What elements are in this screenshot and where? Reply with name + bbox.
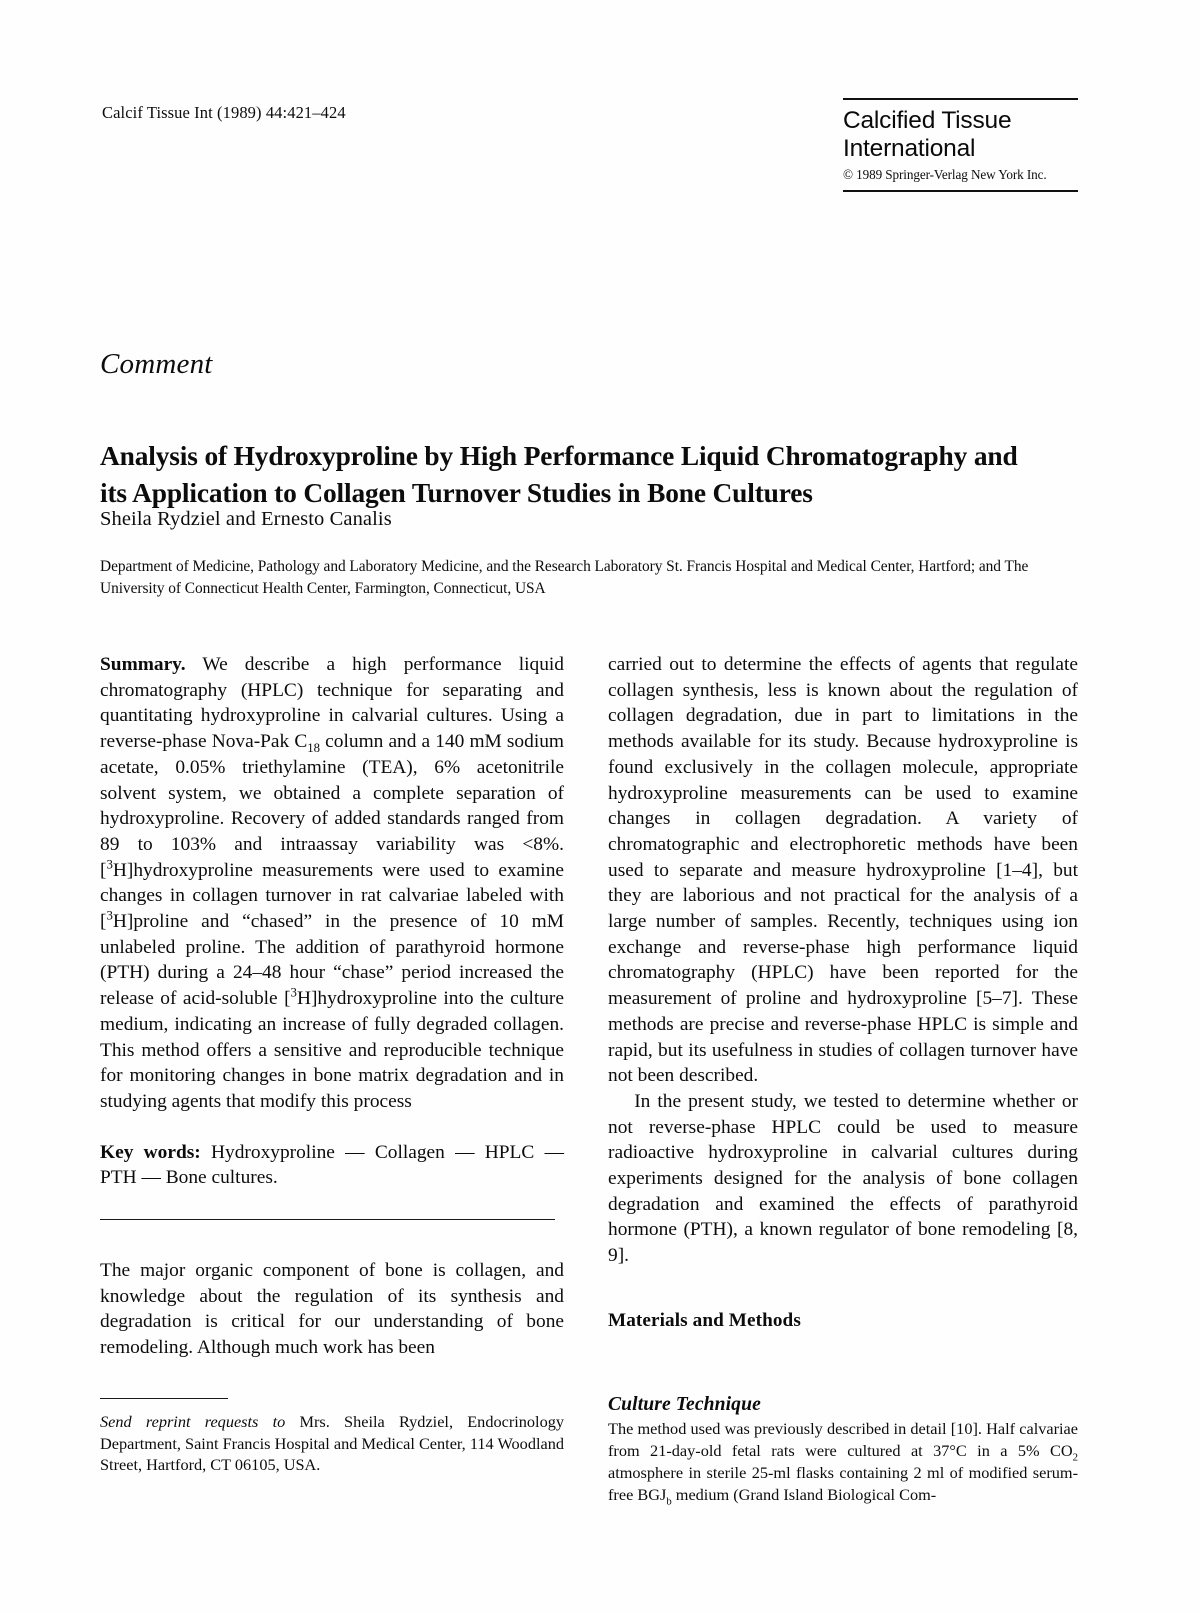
footnote-rule: [100, 1398, 228, 1399]
journal-title-line2: International: [843, 134, 976, 162]
section-kicker: Comment: [100, 348, 213, 380]
intro-right-paragraph-1: carried out to determine the effects of agents that regulate collagen synthesis, less is known about the regulation of collagen degradation, due in part to limitations in the methods available for its study. Because hydroxyproline is found exclusively in the collagen molecule, appropriate hydroxyproline measurements can be used to examine changes in collagen degradation. A variety of chromatographic and electrophoretic methods have been used to separate and measure hydroxyproline [1–4], but they are laborious and not practical for the analysis of a large number of samples. Recently, techniques using ion exchange and reverse-phase high performance liquid chromatography (HPLC) have been reported for the measurement of proline and hydroxyproline [5–7]. These methods are precise and reverse-phase HPLC is simple and rapid, but its usefulness in studies of collagen turnover have not been described.: [608, 654, 1078, 1087]
keywords-text: Hydroxyproline — Collagen — HPLC — PTH — Bone cultures.: [100, 1141, 564, 1189]
abstract-sub-18: 18: [307, 740, 321, 755]
abstract-text-2: column and a 140 mM sodium acetate, 0.05% triethylamine (TEA), 6% acetonitrile solvent system, we obtained a complete separation of hydroxyproline. Recovery of added standards ranged from 89 to 103% and intraassay variability was <8%. [: [100, 731, 564, 881]
keywords-label: Key words:: [100, 1141, 201, 1163]
methods-text-1: The method used was previously described in detail [10]. Half calvariae from 21-day-old fetal rats were cultured at 37°C in a 5% CO: [608, 1419, 1078, 1461]
abstract-sup-3c: 3: [290, 985, 297, 1000]
column-right: [608, 652, 1078, 1269]
abstract-separator-rule: [100, 1219, 555, 1220]
heading-materials-and-methods: Materials and Methods: [608, 1309, 801, 1331]
running-head: Calcif Tissue Int (1989) 44:421–424: [102, 103, 346, 122]
abstract-sup-3a: 3: [106, 857, 113, 872]
abstract-paragraph: [100, 652, 564, 1115]
abstract-text-4: H]proline and “chased” in the presence of 10 mM unlabeled proline. The addition of parathyroid hormone (PTH) during a 24–48 hour “chase” period increased the release of acid-soluble [: [100, 911, 564, 1010]
methods-sub-2: 2: [1072, 1451, 1078, 1464]
methods-text-3: medium (Grand Island Biological Com-: [671, 1485, 937, 1505]
footnote-text: Mrs. Sheila Rydziel, Endocrinology Department, Saint Francis Hospital and Medical Center, 114 Woodland Street, Hartford, CT 06105, USA.: [100, 1412, 565, 1475]
footnote-italic-lead: Send reprint requests to: [100, 1412, 286, 1431]
abstract-text-5: H]hydroxyproline into the culture medium, indicating an increase of fully degraded collagen. This method offers a sensitive and reproducible technique for monitoring changes in bone matrix degradation and in studying agents that modify this process: [100, 988, 564, 1112]
masthead-top-rule: [843, 98, 1078, 100]
affiliation: Department of Medicine, Pathology and Laboratory Medicine, and the Research Laboratory St. Francis Hospital and Medical Center, Hartford; and The University of Connecticut Health Center, Farmington, Connecticut, USA: [100, 558, 1029, 598]
abstract-text-3: H]hydroxyproline measurements were used to examine changes in collagen turnover in rat calvariae labeled with [: [100, 859, 564, 933]
footnote: [100, 1411, 564, 1476]
journal-title: [843, 107, 1078, 163]
abstract-label: Summary.: [100, 654, 186, 675]
methods-sub-b: b: [666, 1495, 672, 1508]
masthead-bottom-rule: [843, 190, 1078, 192]
author-list: Sheila Rydziel and Ernesto Canalis: [100, 508, 392, 530]
page-title: Analysis of Hydroxyproline by High Performance Liquid Chromatography and its Application to Collagen Turnover Studies in Bone Cultures: [100, 441, 1018, 508]
abstract-sup-3b: 3: [106, 908, 113, 923]
methods-paragraph: [608, 1418, 1078, 1506]
column-left: [100, 652, 564, 1191]
heading-culture-technique: Culture Technique: [608, 1393, 761, 1415]
journal-masthead: [843, 98, 1078, 192]
methods-text-2: atmosphere in sterile 25-ml flasks containing 2 ml of modified serum-free BGJ: [608, 1463, 1078, 1505]
copyright-notice: © 1989 Springer-Verlag New York Inc.: [843, 166, 1047, 182]
keywords-paragraph: [100, 1140, 564, 1191]
intro-left-paragraph: The major organic component of bone is collagen, and knowledge about the regulation of its synthesis and degradation is critical for our understanding of bone remodeling. Although much work has been: [100, 1260, 564, 1359]
journal-title-line1: Calcified Tissue: [843, 107, 1012, 134]
intro-right-paragraph-2: In the present study, we tested to determine whether or not reverse-phase HPLC could be used to measure radioactive hydroxyproline in calvarial cultures during experiments designed for the analysis of bone collagen degradation and examined the effects of parathyroid hormone (PTH), a known regulator of bone remodeling [8, 9].: [608, 1090, 1078, 1267]
abstract-text-1: We describe a high performance liquid chromatography (HPLC) technique for separating and quantitating hydroxyproline in calvarial cultures. Using a reverse-phase Nova-Pak C: [100, 654, 564, 753]
